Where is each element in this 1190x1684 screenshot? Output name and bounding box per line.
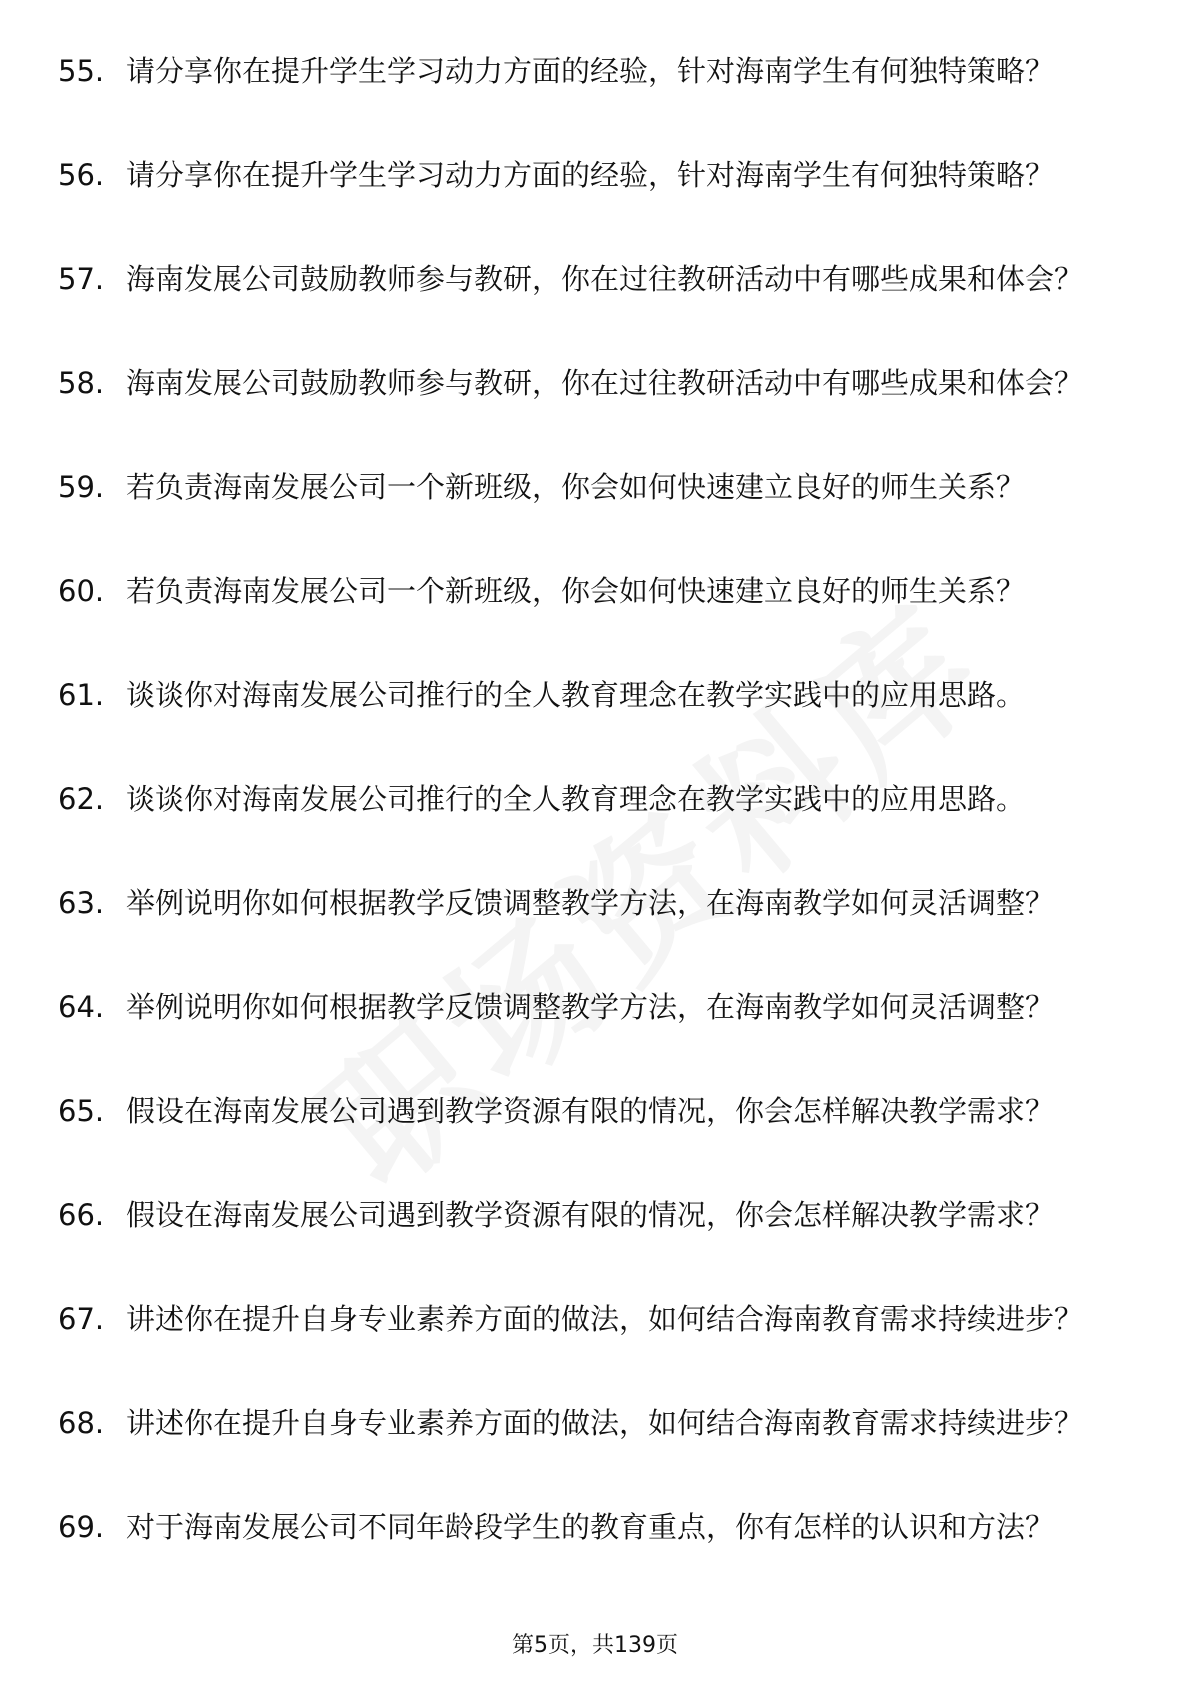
question-item [58, 1300, 1118, 1376]
question-item [58, 1508, 1118, 1584]
question-number: 69. [58, 1510, 105, 1544]
question-number: 61. [58, 678, 105, 712]
question-number: 58. [58, 366, 105, 400]
question-text: 请分享你在提升学生学习动力方面的经验，针对海南学生有何独特策略？ [126, 54, 1055, 88]
question-list [58, 52, 1118, 1612]
question-text: 若负责海南发展公司一个新班级，你会如何快速建立良好的师生关系？ [126, 470, 1026, 504]
question-number: 60. [58, 574, 105, 608]
question-item [58, 1196, 1118, 1272]
question-number: 59. [58, 470, 105, 504]
question-text: 举例说明你如何根据教学反馈调整教学方法，在海南教学如何灵活调整？ [126, 990, 1055, 1024]
question-number: 66. [58, 1198, 105, 1232]
question-number: 62. [58, 782, 105, 816]
question-item [58, 1404, 1118, 1480]
question-text: 海南发展公司鼓励教师参与教研，你在过往教研活动中有哪些成果和体会？ [126, 366, 1084, 400]
question-text: 谈谈你对海南发展公司推行的全人教育理念在教学实践中的应用思路。 [126, 782, 1026, 816]
question-text: 谈谈你对海南发展公司推行的全人教育理念在教学实践中的应用思路。 [126, 678, 1026, 712]
question-number: 57. [58, 262, 105, 296]
question-number: 64. [58, 990, 105, 1024]
question-text: 假设在海南发展公司遇到教学资源有限的情况，你会怎样解决教学需求？ [126, 1198, 1055, 1232]
question-text: 讲述你在提升自身专业素养方面的做法，如何结合海南教育需求持续进步？ [126, 1302, 1084, 1336]
question-item [58, 780, 1118, 856]
question-item [58, 1092, 1118, 1168]
question-item [58, 988, 1118, 1064]
question-text: 请分享你在提升学生学习动力方面的经验，针对海南学生有何独特策略？ [126, 158, 1055, 192]
question-text: 举例说明你如何根据教学反馈调整教学方法，在海南教学如何灵活调整？ [126, 886, 1055, 920]
question-text: 讲述你在提升自身专业素养方面的做法，如何结合海南教育需求持续进步？ [126, 1406, 1084, 1440]
question-item [58, 676, 1118, 752]
question-item [58, 52, 1118, 128]
question-item [58, 260, 1118, 336]
question-item [58, 572, 1118, 648]
question-text: 对于海南发展公司不同年龄段学生的教育重点，你有怎样的认识和方法？ [126, 1510, 1055, 1544]
question-number: 55. [58, 54, 105, 88]
question-number: 56. [58, 158, 105, 192]
question-item [58, 364, 1118, 440]
question-number: 67. [58, 1302, 105, 1336]
question-item [58, 468, 1118, 544]
question-text: 假设在海南发展公司遇到教学资源有限的情况，你会怎样解决教学需求？ [126, 1094, 1055, 1128]
question-text: 若负责海南发展公司一个新班级，你会如何快速建立良好的师生关系？ [126, 574, 1026, 608]
question-number: 68. [58, 1406, 105, 1440]
page-number-footer: 第5页，共139页 [512, 1633, 678, 1658]
question-number: 63. [58, 886, 105, 920]
question-item [58, 884, 1118, 960]
question-number: 65. [58, 1094, 105, 1128]
question-text: 海南发展公司鼓励教师参与教研，你在过往教研活动中有哪些成果和体会？ [126, 262, 1084, 296]
question-item [58, 156, 1118, 232]
